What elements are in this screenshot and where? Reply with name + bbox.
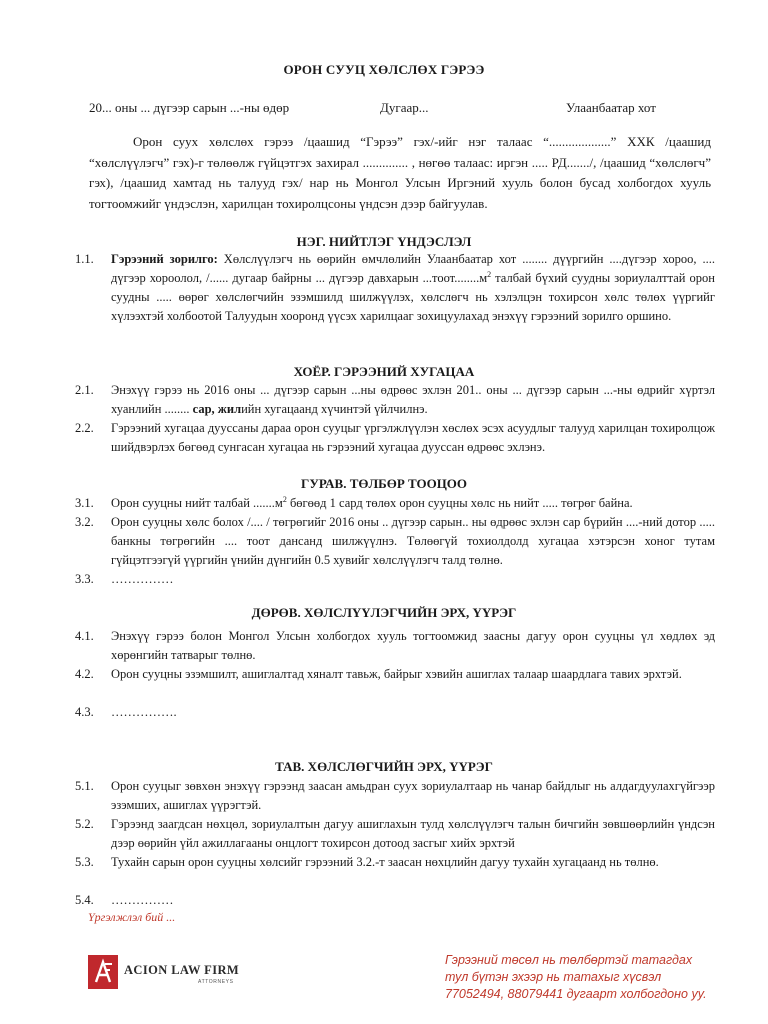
clause-text: ……………. bbox=[111, 705, 177, 719]
clause-bold-label: Гэрээний зорилго: bbox=[111, 252, 218, 266]
continued-note: Үргэлжлэл бий ... bbox=[88, 910, 176, 924]
intro-paragraph: Орон суух хөлслөх гэрээ /цаашид “Гэрээ” гэх/-ийг нэг талаас “...................” ХХК /цаашид “хөлслүүлэгч” гэх)-г төлөөлж гүйцэтгэх захирал .............. , нөгөө талаас: иргэн ..... РД......./, /цаашид “хөлслөгч” гэх), /цаашид хамтад нь талууд гэх/ нар нь Монгол Улсын Иргэний хууль болон бусад холбогдох хууль тогтоомжийг үндэслэн, харилцан тохиролцсоны үндсэн дээр байгуулав. bbox=[89, 134, 711, 211]
clause-number: 4.3. bbox=[75, 705, 94, 719]
clause-number: 2.1. bbox=[75, 383, 94, 397]
clause-text: Гэрээнд заагдсан нөхцөл, зориулалтын дагуу ашиглахын тулд хөлслүүлэгч талын бичгийн зөвшөөрлийн үндсэн дээр өөрийн үйл ажиллагааны онцлогт тохирсон дотоод засгыг хийх эрхтэй bbox=[111, 817, 715, 850]
clause-text bbox=[111, 494, 715, 513]
contract-date: 20... оны ... дүгээр сарын ...-ны өдөр bbox=[89, 100, 290, 115]
clause-text: …………… bbox=[111, 893, 174, 907]
purchase-note-line: Гэрээний төсөл нь төлбөртэй татагдах bbox=[445, 953, 693, 967]
clause-text bbox=[111, 250, 715, 326]
clause-number: 4.2. bbox=[75, 667, 94, 681]
clause-2-1 bbox=[75, 381, 715, 419]
clause-number: 5.2. bbox=[75, 817, 94, 831]
clause-bold-label: сар, жил bbox=[192, 402, 242, 416]
clause-5-4 bbox=[75, 891, 715, 910]
clause-3-1 bbox=[75, 494, 715, 513]
clause-text: Орон сууцыг зөвхөн энэхүү гэрээнд заасан амьдран суух зориулалтаар нь чанар байдлыг нь алдагдуулахгүйгээр эзэмших, ашиглах үүрэгтэй. bbox=[111, 779, 715, 812]
clause-text: Гэрээний хугацаа дууссаны дараа орон сууцыг үргэлжлүүлэн хөслөх эсэх асуудлыг талууд харилцан тохиролцож шийдвэрлэх бөгөөд сунгасан хугацаа нь гэрээний хугацаа дууссан өдрөөс эхлэнэ. bbox=[111, 421, 715, 454]
purchase-note-line: тул бүтэн эхээр нь татахыг хүсвэл bbox=[445, 970, 662, 984]
clause-number: 4.1. bbox=[75, 629, 94, 643]
clause-number: 2.2. bbox=[75, 421, 94, 435]
section-heading-payment: ГУРАВ. ТӨЛБӨР ТООЦОО bbox=[301, 476, 467, 491]
clause-text-part: ийн хугацаанд хүчинтэй үйлчилнэ. bbox=[241, 402, 428, 416]
clause-number: 3.1. bbox=[75, 496, 94, 510]
superscript: 2 bbox=[282, 494, 287, 504]
law-firm-logo-icon bbox=[88, 955, 118, 989]
clause-2-2 bbox=[75, 419, 715, 457]
law-firm-logo[interactable] bbox=[88, 955, 288, 995]
clause-text: Тухайн сарын орон сууцны хөлсийг гэрээний 3.2.-т заасан нөхцлийн дагуу тухайн хугацаанд нь төлнө. bbox=[111, 855, 659, 869]
clause-5-2 bbox=[75, 815, 715, 853]
clause-4-1 bbox=[75, 627, 715, 665]
document-title: ОРОН СУУЦ ХӨЛСЛӨХ ГЭРЭЭ bbox=[283, 62, 485, 77]
clause-4-3 bbox=[75, 703, 715, 722]
law-firm-name: ACION LAW FIRM bbox=[124, 963, 240, 977]
clause-text: Энэхүү гэрээ болон Монгол Улсын холбогдох хууль тогтоомжид заасны дагуу орон сууцны үл хөдлөх эд хөрөнгийн татварыг төлнө. bbox=[111, 629, 715, 662]
section-heading-lessee-rights: ТАВ. ХӨЛСЛӨГЧИЙН ЭРХ, ҮҮРЭГ bbox=[275, 759, 493, 774]
section-heading-lessor-rights: ДӨРӨВ. ХӨЛСЛҮҮЛЭГЧИЙН ЭРХ, ҮҮРЭГ bbox=[251, 605, 517, 620]
clause-text-part: бөгөөд 1 сард төлөх орон сууцны хөлс нь нийт ..... төгрөг байна. bbox=[286, 496, 633, 510]
section-heading-general: НЭГ. НИЙТЛЭГ ҮНДЭСЛЭЛ bbox=[296, 234, 472, 249]
clause-number: 5.3. bbox=[75, 855, 94, 869]
contract-number: Дугаар... bbox=[380, 100, 429, 115]
clause-text: Орон сууцны эзэмшилт, ашиглалтад хяналт тавьж, байрыг хэвийн ашиглах талаар шаардлага тавих эрхтэй. bbox=[111, 667, 682, 681]
purchase-note-line: 77052494, 88079441 дугаарт холбогдоно уу. bbox=[445, 987, 707, 1001]
clause-3-2 bbox=[75, 513, 715, 570]
clause-text-part: талбай бүхий суудны зориулалттай орон суудны ..... өөрөг хөлслөгчийн эзэмшилд шилжүүлэх, хөлслөгч нь хэлэлцэн тохирсон хөлс төлөх үүргийг хүлээхтэй холбоотой Талуудын хооронд үүсэх харилцааг зохицуулахад энэхүү гэрээний зорилго оршино. bbox=[111, 271, 715, 323]
clause-4-2 bbox=[75, 665, 715, 684]
clause-text-part: Хөлслүүлэгч нь өөрийн өмчлөлийн Улаанбаатар хот ........ дүүргийн ....дүгээр хороо, .... дүгээр хороолол, /...... дугаар байрны ... дүгээр давхарын ...тоот........м bbox=[111, 252, 715, 285]
clause-text-part: Орон сууцны нийт талбай .......м bbox=[111, 496, 283, 510]
clause-number: 5.4. bbox=[75, 893, 94, 907]
law-firm-subtitle: ATTORNEYS bbox=[198, 979, 234, 985]
clause-text bbox=[111, 381, 715, 419]
superscript: 2 bbox=[487, 269, 492, 279]
clause-1-1 bbox=[75, 250, 715, 326]
clause-number: 3.3. bbox=[75, 572, 94, 586]
clause-text-part: Энэхүү гэрээ нь 2016 оны ... дүгээр сарын ...ны өдрөөс эхлэн 201.. оны ... дүгээр сарын ...-ны өдрийг хүртэл хуанлийн ........ bbox=[111, 383, 715, 416]
clause-number: 3.2. bbox=[75, 515, 94, 529]
clause-number: 5.1. bbox=[75, 779, 94, 793]
clause-3-3 bbox=[75, 570, 715, 589]
clause-text: …………… bbox=[111, 572, 174, 586]
clause-number: 1.1. bbox=[75, 252, 94, 266]
purchase-note bbox=[445, 952, 745, 1003]
clause-5-3 bbox=[75, 853, 715, 872]
contract-place: Улаанбаатар хот bbox=[566, 100, 656, 115]
clause-text: Орон сууцны хөлс болох /.... / төгрөгийг 2016 оны .. дүгээр сарын.. ны өдрөөс эхлэн сар бүрийн ....-ний дотор ..... банкны төгрөгийн .... тоот дансанд шилжүүлнэ. Төлөөгүй тохиолдолд хугацаа хэтэрсэн хоног тутам гүйцэтгээгүй үүргийн үнийн дүнгийн 0.5 хувийг хөлслүүлэгч талд төлнө. bbox=[111, 515, 715, 567]
clause-5-1 bbox=[75, 777, 715, 815]
section-heading-duration: ХОЁР. ГЭРЭЭНИЙ ХУГАЦАА bbox=[293, 364, 475, 379]
